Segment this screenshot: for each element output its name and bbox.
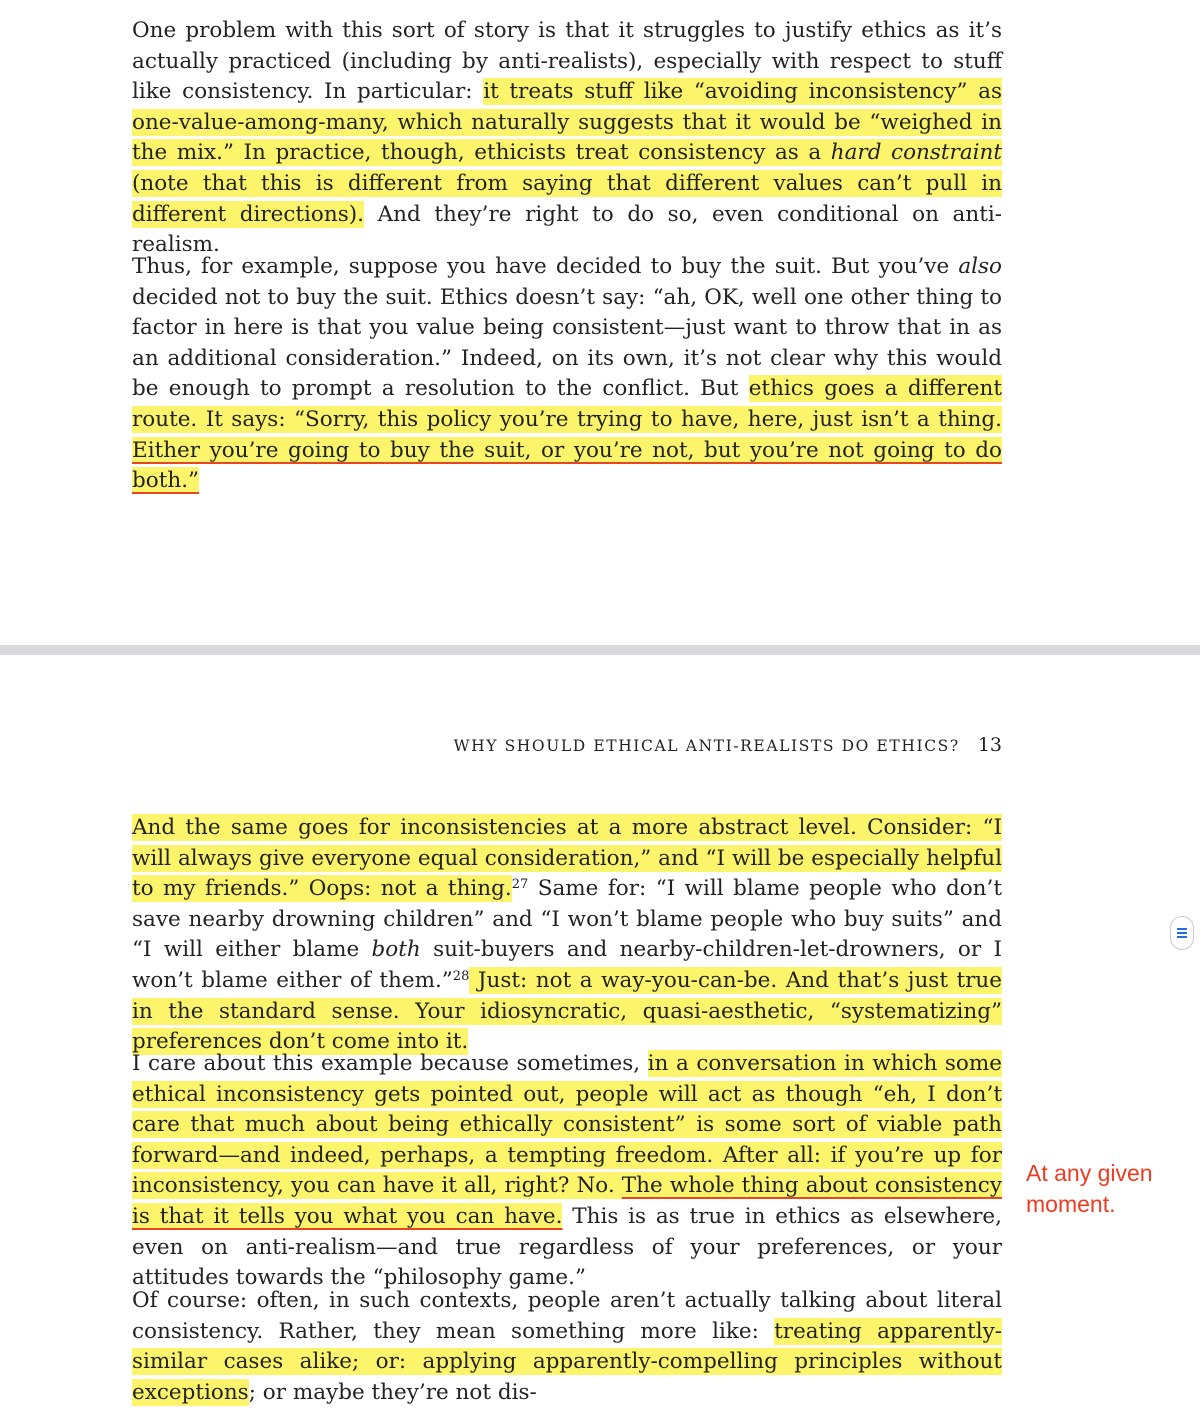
highlight-text: treating apparently-similar cases alike; or: applying apparently-compelling principles without exceptions	[132, 1318, 1003, 1405]
footnote-ref-27[interactable]: 27	[511, 877, 529, 893]
text: One problem with this sort of story is that it struggles to justify ethics as it’s actually practiced (including by anti-realists), especially with respect to stuff like consistency. In particular:	[132, 18, 1002, 105]
text: ; or maybe they’re not dis-	[248, 1379, 537, 1405]
highlight-text: (note that this is different from saying that different values can’t pull in different directions).	[132, 170, 1002, 227]
pdf-page-12	[0, 0, 1200, 645]
text: This is as true in ethics as elsewhere, even on anti-realism—and true regardless of your preferences, or your attitudes towards the “philosophy game.”	[132, 1203, 1002, 1291]
italic-text: also	[958, 254, 1002, 279]
underlined-text[interactable]: The whole thing about consistency is that it tells you what you can have.	[132, 1173, 1002, 1229]
highlight-text: And the same goes for inconsistencies at a more abstract level. Consider: “I will always give everyone equal consideration,” and “I will be especially helpful to my friends.” Oops: not a thing.	[132, 815, 1002, 902]
text: suit-buyers and nearby-children-let-drowners, or I won’t blame either of them.”	[132, 937, 1002, 993]
margin-note[interactable]: At any given moment.	[1026, 1160, 1153, 1217]
paragraph-abstract-inconsistency	[132, 813, 1002, 1058]
italic-text: hard constraint	[830, 140, 1002, 166]
paragraph-consistency-problem	[132, 16, 1002, 261]
underlined-text[interactable]: Either you’re going to buy the suit, or you’re not, but you’re not going to do both.”	[132, 437, 1002, 494]
highlight-text: ethics goes a different route. It says: “Sorry, this policy you’re trying to have, here, just isn’t a thing.	[132, 376, 1002, 432]
highlight-text: in a conversation in which some ethical inconsistency gets pointed out, people will act as though “eh, I don’t care that much about being ethically consistent” is some sort of viable path forward—and indeed, perhaps, a tempting freedom. After all: if you’re up for inconsistency, you can have it all, right? No.	[132, 1051, 1002, 1199]
text: Same for: “I will blame people who don’t save nearby drowning children” and “I won’t blame people who buy suits” and “I will either blame	[132, 876, 1003, 963]
text: I care about this example because sometimes,	[132, 1051, 648, 1076]
paragraph-suit-example	[132, 252, 1002, 497]
highlight-text: it treats stuff like “avoiding inconsistency” as one-value-among-many, which naturally suggests that it would be “weighed in the mix.” In practice, though, ethicists treat consistency as a	[132, 79, 1003, 166]
menu-lines-icon[interactable]	[1170, 916, 1194, 950]
running-head-title: WHY SHOULD ETHICAL ANTI-REALISTS DO ETHICS?	[453, 737, 960, 755]
highlight[interactable]	[132, 1050, 1002, 1230]
text: Thus, for example, suppose you have decided to buy the suit. But you’ve	[132, 254, 959, 279]
page-number: 13	[977, 734, 1002, 756]
running-head	[444, 734, 1002, 756]
text: Of course: often, in such contexts, people aren’t actually talking about literal consistency. Rather, they mean something more like:	[132, 1288, 1002, 1344]
page-divider	[0, 645, 1200, 655]
text: And they’re right to do so, even conditional on anti-realism.	[132, 201, 1002, 258]
footnote-ref-28[interactable]: 28	[452, 968, 470, 984]
paragraph-of-course	[132, 1286, 1002, 1408]
paragraph-care-example	[132, 1049, 1002, 1294]
highlight-text: Just: not a way-you-can-be. And that’s just true in the standard sense. Your idiosyncratic, quasi-aesthetic, “systematizing” preferences don’t come into it.	[132, 967, 1002, 1055]
text: decided not to buy the suit. Ethics doesn’t say: “ah, OK, well one other thing to factor in here is that you value being consistent—just want to throw that in as an additional consideration.” Indeed, on its own, it’s not clear why this would be enough to prompt a resolution to the conflict. But	[132, 284, 1002, 402]
italic-text: both	[371, 937, 421, 963]
